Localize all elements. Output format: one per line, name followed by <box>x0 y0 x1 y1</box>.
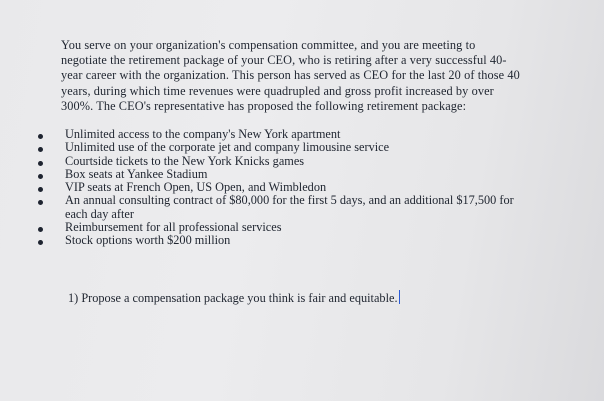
bullet-icon <box>38 174 43 179</box>
list-item <box>36 168 576 181</box>
list-item <box>36 155 576 168</box>
list-item-text: Unlimited access to the company's New York apartment <box>65 127 341 141</box>
list-item <box>36 141 576 154</box>
intro-paragraph <box>61 38 581 114</box>
list-item <box>36 221 576 234</box>
bullet-icon <box>38 147 43 152</box>
list-item <box>36 128 576 141</box>
list-item-text: Courtside tickets to the New York Knicks games <box>65 153 305 168</box>
bullet-icon <box>38 200 43 205</box>
list-item-text: Reimbursement for all professional services <box>65 220 282 235</box>
bullet-icon <box>38 227 43 232</box>
bullet-icon <box>38 161 43 166</box>
text-cursor <box>399 290 400 304</box>
list-item <box>36 234 576 247</box>
list-item-text: each day after <box>65 206 134 221</box>
intro-line: 300%. The CEO's representative has proposed the following retirement package: <box>61 98 467 113</box>
list-item-text: Stock options worth $200 million <box>65 233 231 248</box>
bullet-icon <box>38 240 43 245</box>
list-item <box>36 181 576 194</box>
list-item-text: VIP seats at French Open, US Open, and Wimbledon <box>65 180 327 195</box>
bullet-icon <box>38 134 43 139</box>
bullet-icon <box>38 187 43 192</box>
list-item-text: Box seats at Yankee Stadium <box>65 166 208 181</box>
retirement-package-list <box>36 128 576 248</box>
intro-line: year career with the organization. This person has served as CEO for the last 20 of those 40 <box>61 68 520 83</box>
intro-line: years, during which time revenues were quadrupled and gross profit increased by over <box>61 83 494 98</box>
question-prompt[interactable] <box>68 290 400 306</box>
list-item <box>36 194 576 221</box>
list-item-text: Unlimited use of the corporate jet and company limousine service <box>65 140 390 155</box>
intro-line: negotiate the retirement package of your CEO, who is retiring after a very successful 40- <box>61 53 507 68</box>
intro-line: You serve on your organization's compensation committee, and you are meeting to <box>61 38 476 52</box>
question-text: 1) Propose a compensation package you think is fair and equitable. <box>68 291 398 305</box>
list-item-text: An annual consulting contract of $80,000 for the first 5 days, and an additional $17,500 for <box>65 193 514 208</box>
